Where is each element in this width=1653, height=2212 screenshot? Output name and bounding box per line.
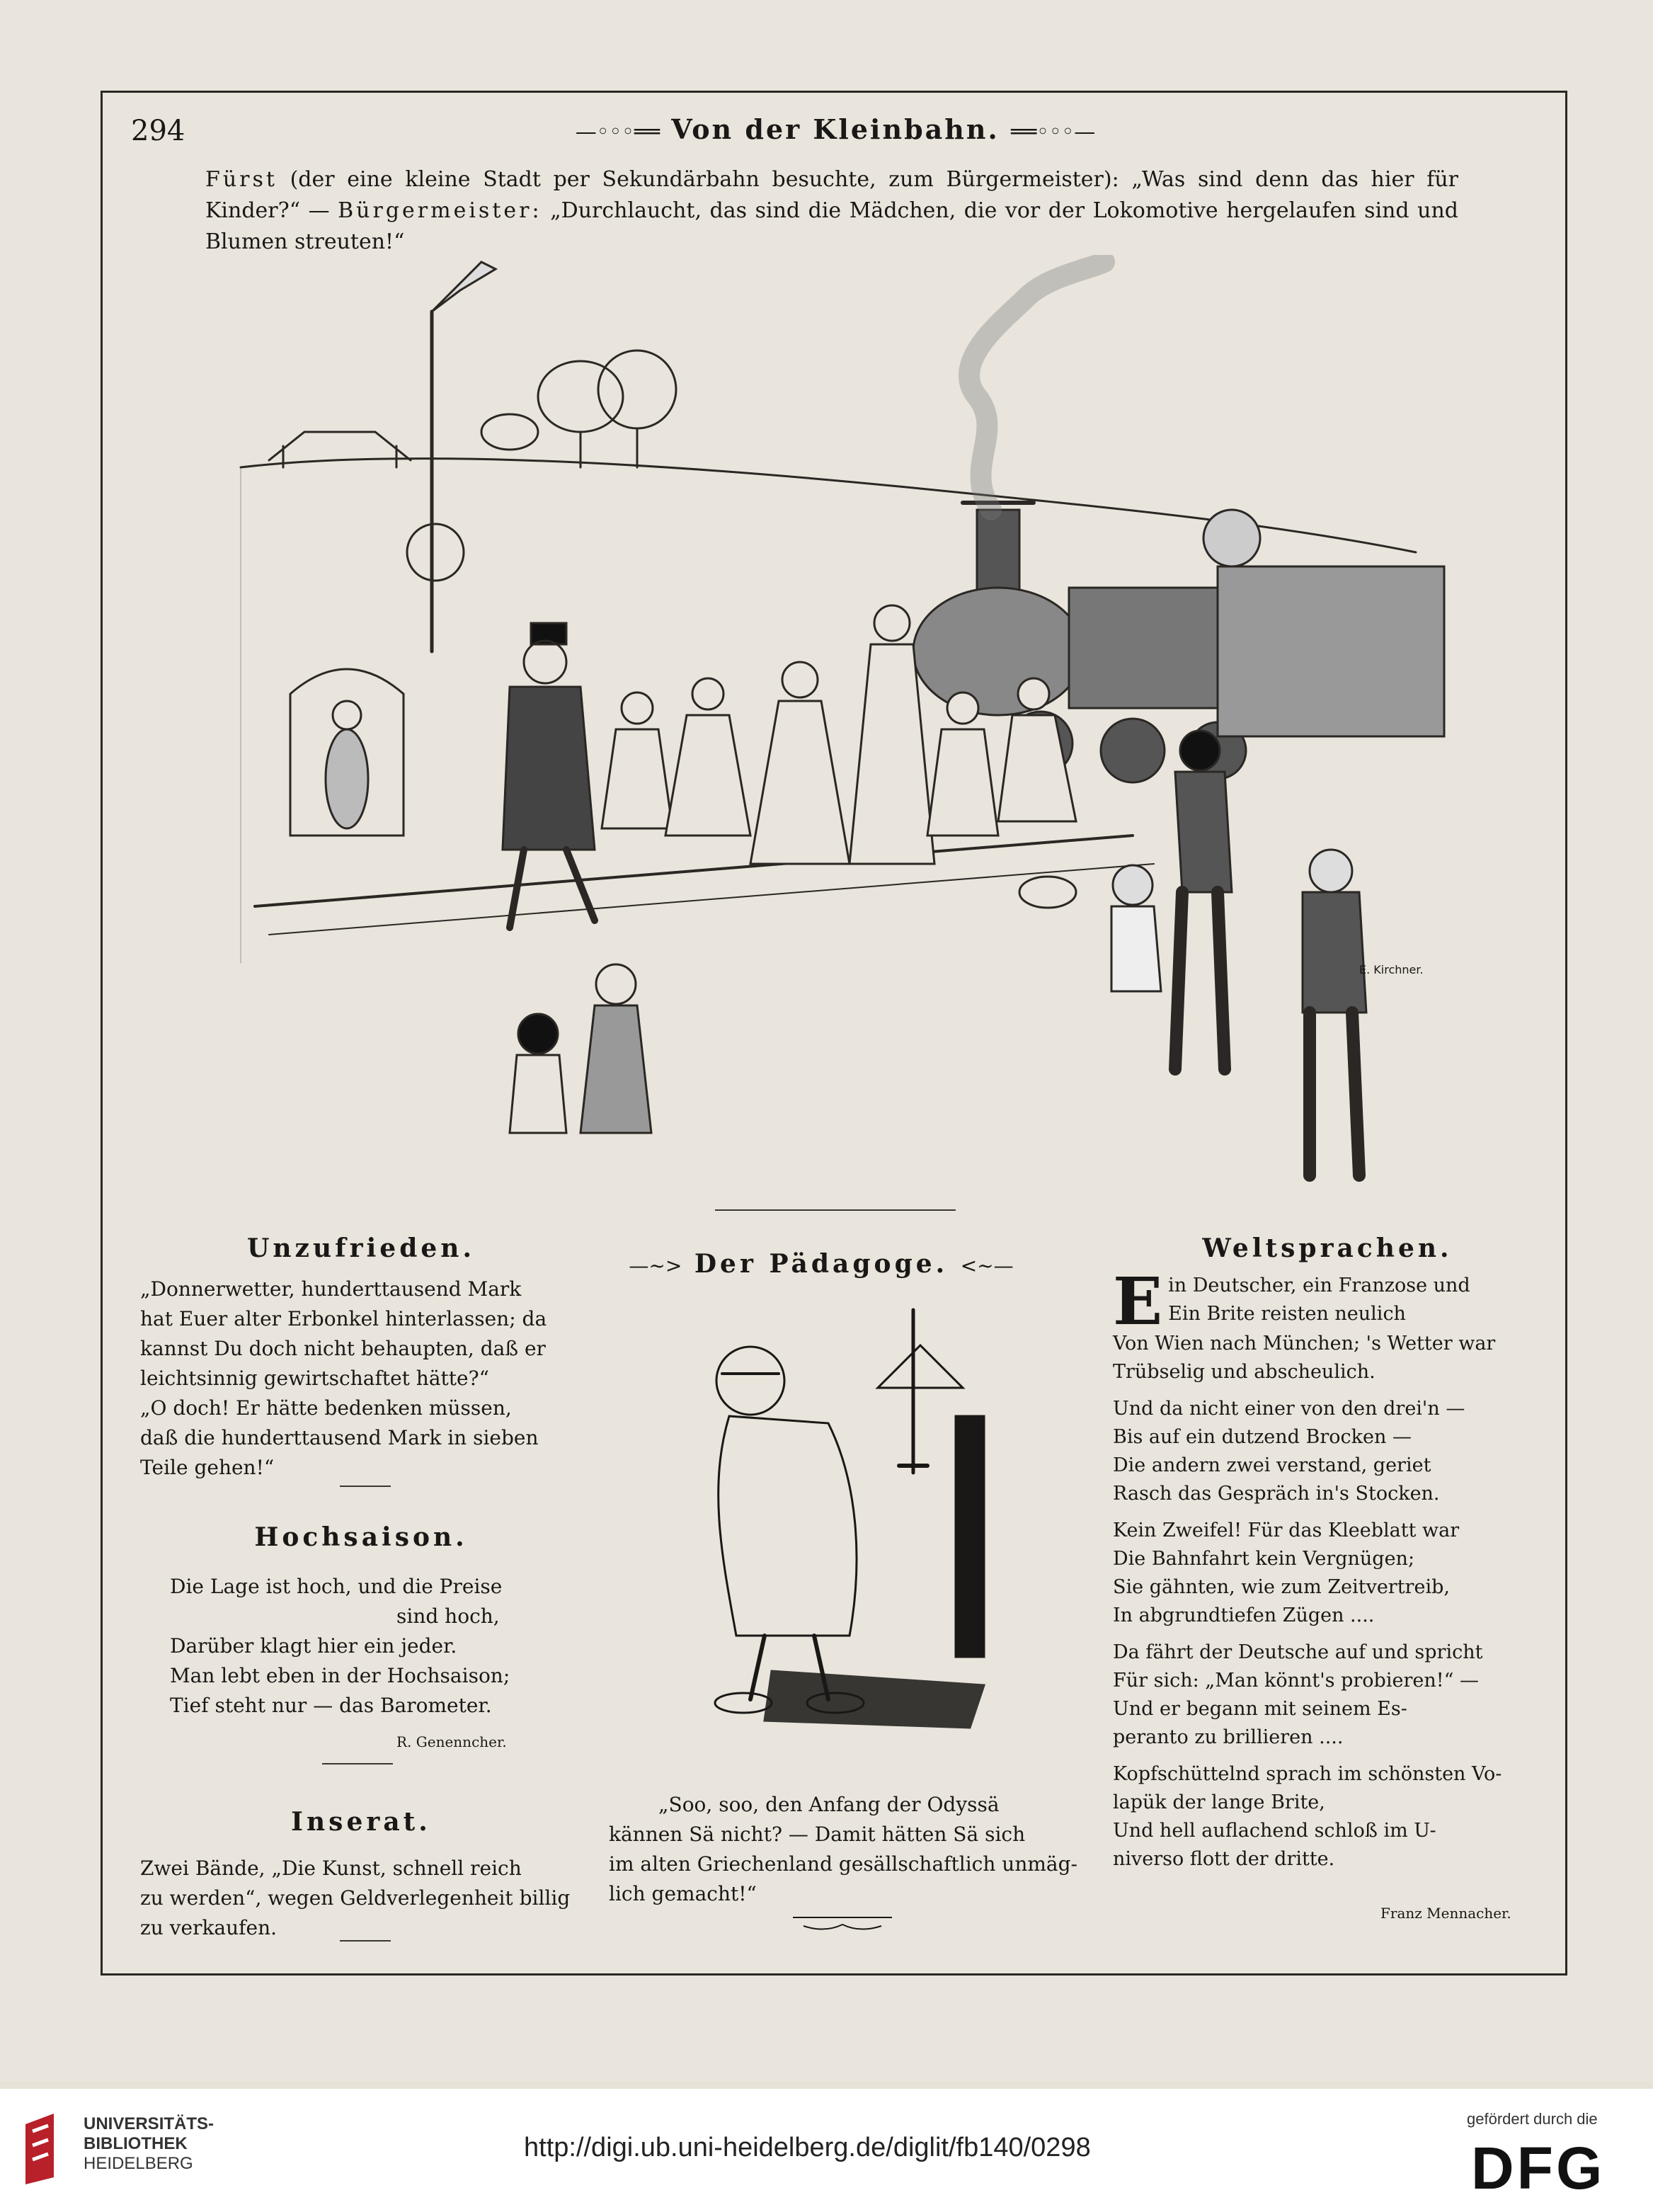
permalink-url[interactable]: http://digi.ub.uni-heidelberg.de/diglit/fb140/0298 xyxy=(524,2133,1091,2162)
text-line: „Soo, soo, den Anfang der Odyssä xyxy=(658,1793,1000,1816)
teacher-head xyxy=(716,1347,784,1415)
mayor xyxy=(503,687,595,850)
title-weltsprachen: Weltsprachen. xyxy=(1202,1233,1453,1263)
text-line: lapük der lange Brite, xyxy=(1113,1791,1325,1813)
tree xyxy=(538,361,623,432)
ornament-right: <~— xyxy=(960,1254,1014,1277)
logo-line: UNIVERSITÄTS- xyxy=(84,2114,215,2133)
paedagoge-illustration xyxy=(665,1303,991,1742)
text-line: Kein Zweifel! Für das Kleeblatt war xyxy=(1113,1520,1460,1541)
teacher-coat xyxy=(719,1416,857,1636)
engine-cab xyxy=(1069,588,1239,708)
intro-lead: Fürst xyxy=(205,167,278,192)
carriage xyxy=(1218,566,1444,736)
text-line: hat Euer alter Erbonkel hinterlassen; da xyxy=(140,1307,547,1330)
divider-rule xyxy=(340,1486,391,1487)
text-line: Und da nicht einer von den drei'n — xyxy=(1113,1398,1465,1420)
text-line: Sie gähnten, wie zum Zeitvertreib, xyxy=(1113,1576,1450,1598)
text-line: im alten Griechenland gesällschaftlich unmäg- xyxy=(609,1852,1077,1876)
title-unzufrieden: Unzufrieden. xyxy=(246,1233,475,1263)
text-line: Ein Brite reisten neulich xyxy=(1168,1303,1406,1325)
text-unzufrieden xyxy=(140,1275,572,1483)
stanza xyxy=(1113,1638,1552,1752)
title-paedagoge xyxy=(609,1249,1034,1279)
text-line: Bis auf ein dutzend Brocken — xyxy=(1113,1426,1412,1448)
intro-speaker: Bürgermeister: xyxy=(338,198,542,223)
author-hochsaison: R. Genenncher. xyxy=(396,1733,507,1750)
text-inserat xyxy=(140,1854,572,1943)
text-weltsprachen xyxy=(1113,1263,1552,1874)
text-line: daß die hunderttausend Mark in sieben xyxy=(140,1426,539,1449)
text-line: „Donnerwetter, hunderttausend Mark xyxy=(140,1277,522,1301)
text-line: Zwei Bände, „Die Kunst, schnell reich xyxy=(140,1857,522,1880)
stanza xyxy=(1113,1517,1552,1630)
text-line: niverso flott der dritte. xyxy=(1113,1848,1335,1870)
text-line: zu werden“, wegen Geldverlegenheit billig xyxy=(140,1886,571,1910)
text-hochsaison xyxy=(170,1572,566,1721)
text-line: Für sich: „Man könnt's probieren!“ — xyxy=(1113,1670,1479,1692)
railway-track xyxy=(255,836,1133,906)
shadow xyxy=(765,1671,984,1728)
intro-reply: „Durchlaucht, das sind die Mädchen, die vor der Lokomotive hergelaufen sind und Blumen streuten!“ xyxy=(205,198,1458,254)
end-ornament xyxy=(789,1912,896,1933)
dfg-caption: gefördert durch die xyxy=(1467,2110,1598,2128)
children xyxy=(510,964,651,1133)
running-title-text: Von der Kleinbahn. xyxy=(671,113,1000,145)
text-line: Rasch das Gespräch in's Stocken. xyxy=(1113,1483,1440,1505)
text-line: Tief steht nur — das Barometer. xyxy=(170,1694,492,1717)
text-line: Und er begann mit seinem Es- xyxy=(1113,1698,1407,1720)
door xyxy=(956,1416,984,1657)
text-line: Darüber klagt hier ein jeder. xyxy=(170,1634,457,1658)
text-line: Und hell auflachend schloß im U- xyxy=(1113,1820,1436,1842)
title-paedagoge-text: Der Pädagoge. xyxy=(694,1249,949,1279)
page-number: 294 xyxy=(131,115,185,147)
dropcap: E xyxy=(1113,1263,1163,1340)
text-line: „O doch! Er hätte bedenken müssen, xyxy=(140,1396,512,1420)
divider-rule xyxy=(715,1209,956,1211)
text-line: leichtsinnig gewirtschaftet hätte?“ xyxy=(140,1367,489,1390)
text-paedagoge xyxy=(609,1790,1076,1909)
text-line: peranto zu brillieren .... xyxy=(1113,1726,1344,1748)
ornament-left: —◦◦◦══ xyxy=(575,120,660,144)
text-line: In abgrundtiefen Zügen .... xyxy=(1113,1604,1375,1626)
logo-line: HEIDELBERG xyxy=(84,2154,193,2173)
triangle-sign xyxy=(878,1345,963,1388)
text-line: Trübselig und abscheulich. xyxy=(1113,1361,1375,1383)
text-line: Da fährt der Deutsche auf und spricht xyxy=(1113,1641,1483,1663)
divider-rule xyxy=(340,1940,391,1942)
text-line: lich gemacht!“ xyxy=(609,1882,757,1905)
text-line: zu verkaufen. xyxy=(140,1916,278,1939)
author-weltsprachen: Franz Mennacher. xyxy=(1380,1905,1511,1922)
text-line: kannst Du doch nicht behaupten, daß er xyxy=(140,1337,546,1360)
digitization-footer xyxy=(0,2089,1653,2212)
text-line: sind hoch, xyxy=(396,1604,500,1628)
intro-anecdote xyxy=(205,164,1458,258)
text-line: Man lebt eben in der Hochsaison; xyxy=(170,1664,510,1687)
farmhouse xyxy=(269,432,411,460)
university-logo-icon xyxy=(18,2110,75,2188)
dfg-logo: DFG xyxy=(1471,2135,1606,2201)
text-line: Die Bahnfahrt kein Vergnügen; xyxy=(1113,1548,1415,1570)
text-line: Kopfschüttelnd sprach im schönsten Vo- xyxy=(1113,1763,1502,1785)
ornament-right: ══◦◦◦— xyxy=(1011,120,1096,144)
text-line: Die andern zwei verstand, geriet xyxy=(1113,1454,1431,1476)
title-inserat: Inserat. xyxy=(291,1807,431,1837)
stanza xyxy=(1113,1760,1552,1874)
boiler xyxy=(913,588,1083,715)
text-line: Von Wien nach München; 's Wetter war xyxy=(1113,1333,1496,1355)
text-line: Die Lage ist hoch, und die Preise xyxy=(170,1575,503,1598)
running-title xyxy=(566,113,1104,145)
university-logo-text xyxy=(84,2114,214,2174)
divider-rule xyxy=(322,1763,393,1765)
intro-text: (der eine kleine Stadt per Sekundärbahn besuchte, zum Bürgermeister): „Was sind denn das hier für Kinder?“ — xyxy=(205,167,1458,223)
stanza xyxy=(1113,1263,1552,1386)
logo-line: BIBLIOTHEK xyxy=(84,2134,188,2153)
steam xyxy=(969,262,1104,510)
text-line: Teile gehen!“ xyxy=(140,1456,275,1479)
artist-signature: E. Kirchner. xyxy=(1359,963,1424,976)
text-line: in Deutscher, ein Franzose und xyxy=(1168,1275,1470,1296)
ornament-left: —~> xyxy=(629,1254,682,1277)
title-hochsaison: Hochsaison. xyxy=(254,1522,468,1552)
railway-illustration xyxy=(212,255,1472,1190)
stanza xyxy=(1113,1395,1552,1508)
wreath-sign xyxy=(407,524,464,581)
text-line: kännen Sä nicht? — Damit hätten Sä sich xyxy=(609,1823,1026,1846)
